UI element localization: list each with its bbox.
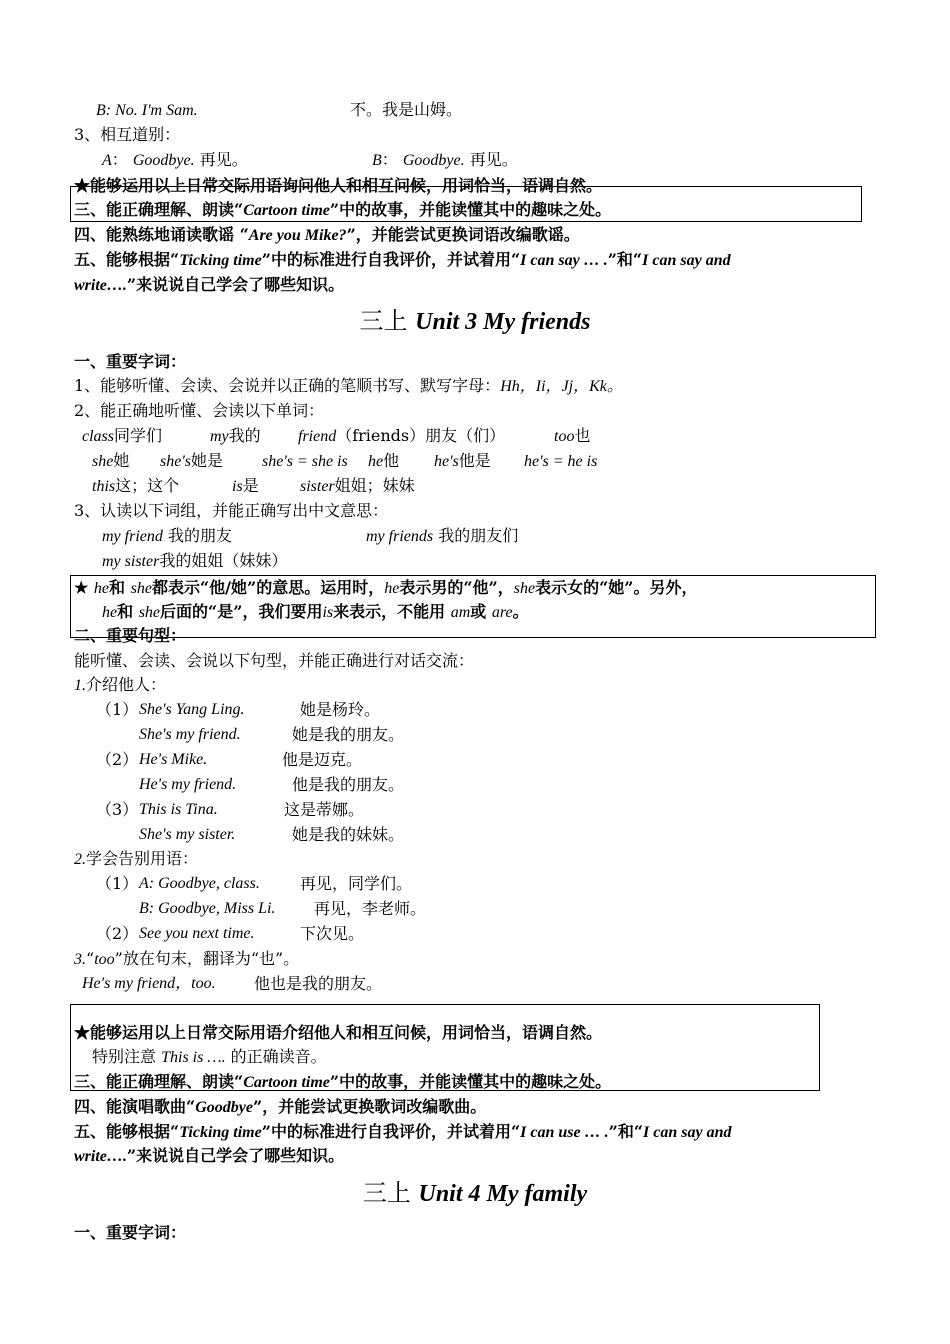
s2-num-2: （2） (96, 924, 139, 943)
song-goal-2 (74, 1097, 486, 1117)
s2-num-1: （1） (96, 874, 139, 893)
word-en: class (82, 428, 114, 445)
phrases-intro: 3、认读以下词组，并能正确写出中文意思： (74, 501, 389, 520)
word-en: she's (160, 453, 191, 470)
s3-example-cn: 他也是我的朋友。 (254, 974, 383, 993)
he-she-note-line1 (74, 578, 698, 598)
word-too (554, 426, 590, 446)
text: 。 (512, 602, 529, 621)
i-can-use-term: I can use … . (520, 1124, 609, 1141)
text: ”来说说自己学会了哪些知识。 (126, 275, 345, 294)
s1-cn: 他是迈克。 (282, 750, 363, 769)
cartoon-time-goal (74, 200, 611, 220)
num: 2. (74, 851, 86, 868)
s2-cn: 再见，同学们。 (300, 874, 413, 893)
phrase-en: my friend (102, 528, 163, 545)
text: 四、能演唱歌曲“ (74, 1097, 196, 1116)
i-can-say-and-term: I can say and (643, 1124, 732, 1141)
word-en: he's = he is (524, 453, 598, 470)
text: 学会告别用语： (86, 849, 199, 868)
text: 三、能正确理解、朗读“ (74, 200, 244, 219)
word-cn: 这；这个 (115, 476, 180, 495)
word-en: is (232, 478, 243, 495)
text: 1、能够听懂、会读、会说并以正确的笔顺书写、默写字母： (74, 376, 501, 395)
word-en: she (92, 453, 114, 470)
s1-en: She's my sister. (139, 826, 236, 843)
he-she-note-line2 (102, 602, 529, 622)
term-he: he (93, 580, 110, 597)
s1-cn: 她是杨玲。 (300, 700, 381, 719)
word-cn: 她是 (190, 451, 223, 470)
s2-cn: 下次见。 (300, 924, 365, 943)
text: 表示女的“她”。另外， (535, 578, 698, 597)
text: 的正确读音。 (225, 1047, 327, 1066)
phrase-en: my friends (366, 528, 434, 545)
text: 和 (109, 578, 126, 597)
speaker-b: B (372, 152, 382, 169)
text: 介绍他人： (86, 675, 167, 694)
cartoon-time-term: Cartoon time (243, 202, 330, 219)
text: 后面的“是”，我们要用 (160, 602, 323, 621)
text: 来表示，不能用 (333, 602, 446, 621)
ticking-time-goal (74, 250, 731, 270)
this-is-term: This is …. (161, 1049, 226, 1066)
s1-num-2: （2） (96, 750, 139, 769)
heading-key-sentences: 二、重要句型： (74, 626, 187, 645)
num: 1. (74, 677, 86, 694)
text: 或 (470, 602, 487, 621)
write-term: write…. (74, 1148, 127, 1165)
ticking-time-goal-2 (74, 1122, 731, 1142)
s1-cn: 这是蒂娜。 (284, 800, 365, 819)
text: 五、能够根据“ (74, 250, 180, 269)
phrase-my-sister (102, 551, 287, 571)
s2-en: A: Goodbye, class. (139, 875, 260, 892)
term-too: too (94, 951, 115, 968)
text: ”中的标准进行自我评价，并试着用“ (261, 250, 521, 269)
goodbye-b-en: Goodbye. (402, 152, 465, 169)
ticking-time-term: Ticking time (179, 252, 262, 269)
s2-title (74, 849, 198, 869)
goodbye-a-cn: 再见。 (199, 150, 248, 169)
ticking-time-goal-cont (74, 275, 344, 295)
word-hes-eq (524, 451, 597, 471)
word-en: sister (300, 478, 335, 495)
dialogue-b-cn: 不。我是山姆。 (350, 100, 463, 119)
word-hes (434, 451, 491, 471)
word-en: this (92, 478, 116, 495)
dialogue-b-line (96, 100, 198, 120)
cartoon-time-goal-2 (74, 1072, 611, 1092)
s3-title (74, 949, 299, 969)
heading-key-words: 一、重要字词： (74, 352, 187, 371)
text: 都表示“他/她”的意思。运用时， (151, 578, 385, 597)
s1-cn: 她是我的妹妹。 (292, 825, 405, 844)
s1-en: She's my friend. (139, 726, 241, 743)
text: ”，并能尝试更换歌词改编歌曲。 (252, 1097, 487, 1116)
words-intro: 2、能正确地听懂、会读以下单词： (74, 401, 325, 420)
phrase-cn: 我的朋友们 (438, 526, 519, 545)
term-she: she (130, 580, 152, 597)
text: 特别注意 (92, 1047, 162, 1066)
s2-en: B: Goodbye, Miss Li. (139, 900, 276, 917)
s3-example-en: He's my friend，too. (82, 975, 216, 992)
text: ”中的故事，并能读懂其中的趣味之处。 (329, 200, 612, 219)
s1-cn: 她是我的朋友。 (292, 725, 405, 744)
word-en: she's = she is (262, 453, 348, 470)
word-friend (298, 426, 505, 446)
grade-label: 三上 (359, 307, 408, 335)
goodbye-a-en: Goodbye. (132, 152, 195, 169)
text: ”和“ (608, 1122, 644, 1141)
phrase-en: my sister (102, 553, 160, 570)
word-cn: 是 (242, 476, 259, 495)
word-cn: 他 (383, 451, 400, 470)
term-she: she (513, 580, 536, 597)
phrase-my-friend (102, 526, 232, 546)
dialogue-en: B: No. I'm Sam. (96, 102, 198, 119)
term-is: is (322, 604, 334, 621)
word-cn: 他是 (458, 451, 491, 470)
word-cn: 姐姐；妹妹 (334, 476, 415, 495)
unit-name: Unit 3 My friends (415, 309, 591, 335)
i-can-say-term: I can say … . (520, 252, 608, 269)
s1-en: He's my friend. (139, 776, 237, 793)
letters: Hh，Ii，Jj，Kk。 (500, 378, 623, 395)
text: ”中的标准进行自我评价，并试着用“ (261, 1122, 521, 1141)
term-he: he (102, 604, 118, 621)
word-shes (160, 451, 223, 471)
word-is (232, 476, 259, 496)
goodbye-b-cn: 再见。 (469, 150, 518, 169)
star-intro-note: ★能够运用以上日常交际用语介绍他人和相互问候，用词恰当，语调自然。 (74, 1023, 603, 1042)
word-en: too (554, 428, 575, 445)
text: “ (86, 949, 95, 968)
s1-num-3: （3） (96, 800, 139, 819)
word-cn: 她 (113, 451, 130, 470)
s2-en: See you next time. (139, 925, 255, 942)
s1-cn: 他是我的朋友。 (292, 775, 405, 794)
text: 和 (117, 602, 134, 621)
write-term: write…. (74, 277, 127, 294)
word-cn: 我的 (228, 426, 261, 445)
word-my (210, 426, 261, 446)
word-shes-eq (262, 451, 348, 471)
letters-line (74, 376, 623, 396)
term-he: he (384, 580, 400, 597)
num: 3. (74, 951, 86, 968)
text: ”中的故事，并能读懂其中的趣味之处。 (329, 1072, 612, 1091)
song-goal (74, 225, 580, 245)
ticking-time-term: Ticking time (179, 1124, 262, 1141)
unit-name: Unit 4 My family (418, 1181, 588, 1207)
sentences-intro: 能听懂、会读、会说以下句型，并能正确进行对话交流： (74, 651, 475, 670)
goodbye-b-line: B： Goodbye. 再见。 (372, 150, 518, 169)
phrase-cn: 我的朋友 (167, 526, 232, 545)
term-she: she (138, 604, 161, 621)
speaker-a: A (102, 152, 112, 169)
term-am: am (450, 604, 471, 621)
heading-key-words-unit4: 一、重要字词： (74, 1223, 187, 1242)
word-en: my (210, 428, 229, 445)
unit-3-title (0, 306, 950, 337)
text: ”放在句末，翻译为“也”。 (114, 949, 300, 968)
goodbye-a-line: A： Goodbye. 再见。 (102, 150, 248, 169)
phrase-my-friends (366, 526, 518, 546)
s1-en: She's Yang Ling. (139, 701, 245, 718)
unit-4-title (0, 1178, 950, 1209)
word-this (92, 476, 179, 496)
text: ”，并能尝试更换词语改编歌谣。 (346, 225, 580, 244)
word-he (368, 451, 399, 471)
word-en: he's (434, 453, 459, 470)
s1-en: He's Mike. (139, 751, 208, 768)
star-greeting-note: ★能够运用以上日常交际用语询问他人和相互问候，用词恰当，语调自然。 (74, 176, 603, 195)
word-en: friend (298, 428, 337, 445)
s1-num-1: （1） (96, 700, 139, 719)
word-cn: 同学们 (114, 426, 163, 445)
ticking-time-goal-2-cont (74, 1146, 344, 1166)
word-cn: 也 (574, 426, 591, 445)
term-are: are (491, 604, 513, 621)
grade-label: 三上 (362, 1179, 411, 1207)
s1-en: This is Tina. (139, 801, 218, 818)
item-3-title: 3、相互道别： (74, 125, 181, 144)
cartoon-time-term: Cartoon time (243, 1074, 330, 1091)
word-sister (300, 476, 415, 496)
text: 三、能正确理解、朗读“ (74, 1072, 244, 1091)
word-she (92, 451, 129, 471)
word-class (82, 426, 162, 446)
star-icon: ★ (74, 578, 89, 597)
text: ”和“ (607, 250, 643, 269)
text: 四、能熟练地诵读歌谣 “ (74, 225, 249, 244)
i-can-say-and-term: I can say and (642, 252, 731, 269)
text: ”来说说自己学会了哪些知识。 (126, 1146, 345, 1165)
song-title: Are you Mike? (248, 227, 347, 244)
s1-title (74, 675, 166, 695)
s2-cn: 再见，李老师。 (314, 899, 427, 918)
text: 表示男的“他”， (399, 578, 514, 597)
text: 五、能够根据“ (74, 1122, 180, 1141)
song-title: Goodbye (195, 1099, 253, 1116)
special-note (92, 1047, 327, 1067)
word-en: he (368, 453, 384, 470)
word-cn: （friends）朋友（们） (336, 426, 506, 445)
phrase-cn: 我的姐姐（妹妹） (159, 551, 288, 570)
